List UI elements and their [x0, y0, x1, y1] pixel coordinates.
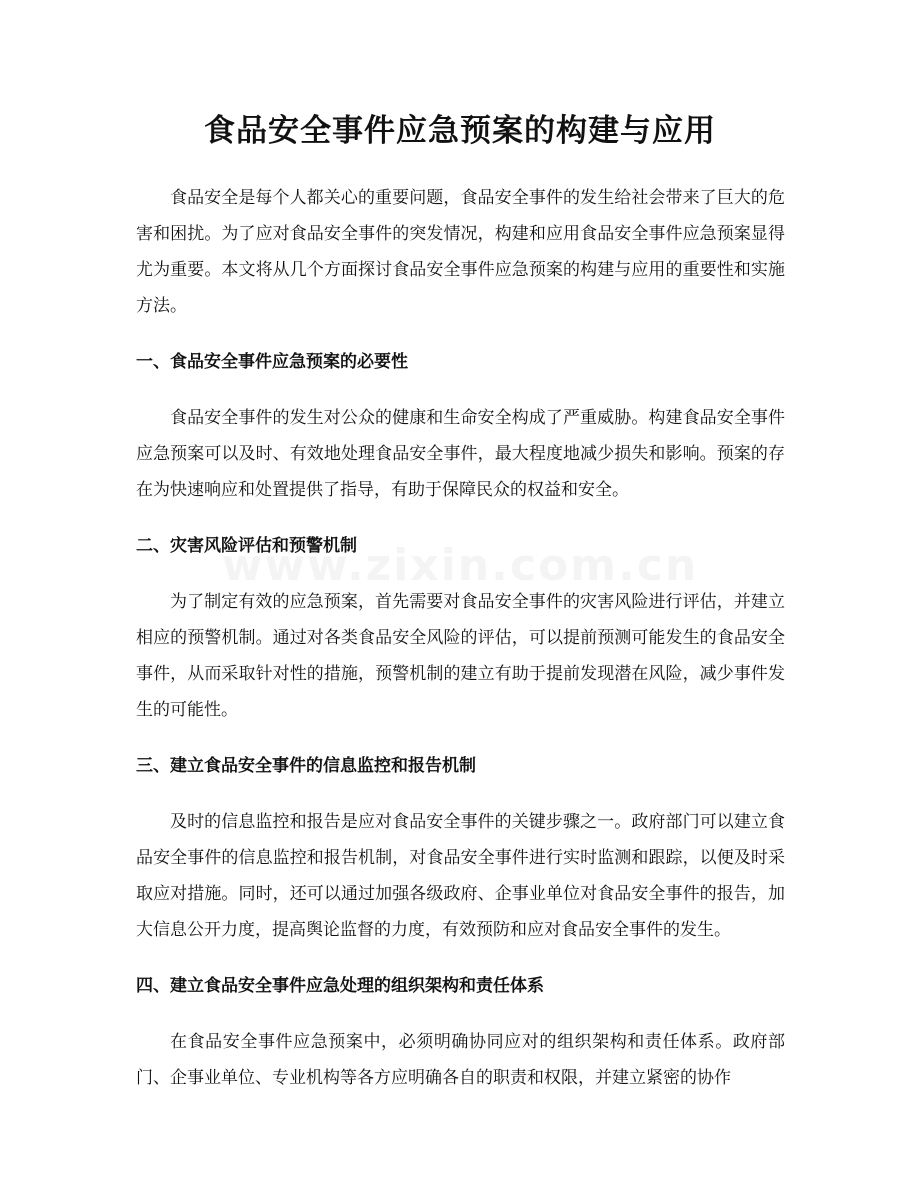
section-heading: 四、建立食品安全事件应急处理的组织架构和责任体系 [136, 976, 544, 996]
section-paragraph: 食品安全事件的发生对公众的健康和生命安全构成了严重威胁。构建食品安全事件应急预案可以及时、有效地处理食品安全事件，最大程度地减少损失和影响。预案的存在为快速响应和处置提供了指导，有助于保障民众的权益和安全。 [136, 408, 785, 500]
section-4 [136, 968, 785, 1096]
section-paragraph: 在食品安全事件应急预案中，必须明确协同应对的组织架构和责任体系。政府部门、企事业单位、专业机构等各方应明确各自的职责和权限，并建立紧密的协作 [136, 1032, 785, 1088]
section-3 [136, 748, 785, 948]
section-paragraph: 及时的信息监控和报告是应对食品安全事件的关键步骤之一。政府部门可以建立食品安全事件的信息监控和报告机制，对食品安全事件进行实时监测和跟踪，以便及时采取应对措施。同时，还可以通过加强各级政府、企事业单位对食品安全事件的报告，加大信息公开力度，提高舆论监督的力度，有效预防和应对食品安全事件的发生。 [136, 812, 785, 940]
intro-paragraph: 食品安全是每个人都关心的重要问题，食品安全事件的发生给社会带来了巨大的危害和困扰。为了应对食品安全事件的突发情况，构建和应用食品安全事件应急预案显得尤为重要。本文将从几个方面探讨食品安全事件应急预案的构建与应用的重要性和实施方法。 [136, 188, 785, 316]
section-heading: 三、建立食品安全事件的信息监控和报告机制 [136, 756, 476, 776]
section-1 [136, 344, 785, 508]
document-body [136, 180, 785, 1096]
section-paragraph: 为了制定有效的应急预案，首先需要对食品安全事件的灾害风险进行评估，并建立相应的预警机制。通过对各类食品安全风险的评估，可以提前预测可能发生的食品安全事件，从而采取针对性的措施，预警机制的建立有助于提前发现潜在风险，减少事件发生的可能性。 [136, 592, 785, 720]
section-heading: 一、食品安全事件应急预案的必要性 [136, 352, 408, 372]
document-title: 食品安全事件应急预案的构建与应用 [204, 113, 716, 149]
section-2 [136, 528, 785, 728]
section-heading: 二、灾害风险评估和预警机制 [136, 536, 357, 556]
